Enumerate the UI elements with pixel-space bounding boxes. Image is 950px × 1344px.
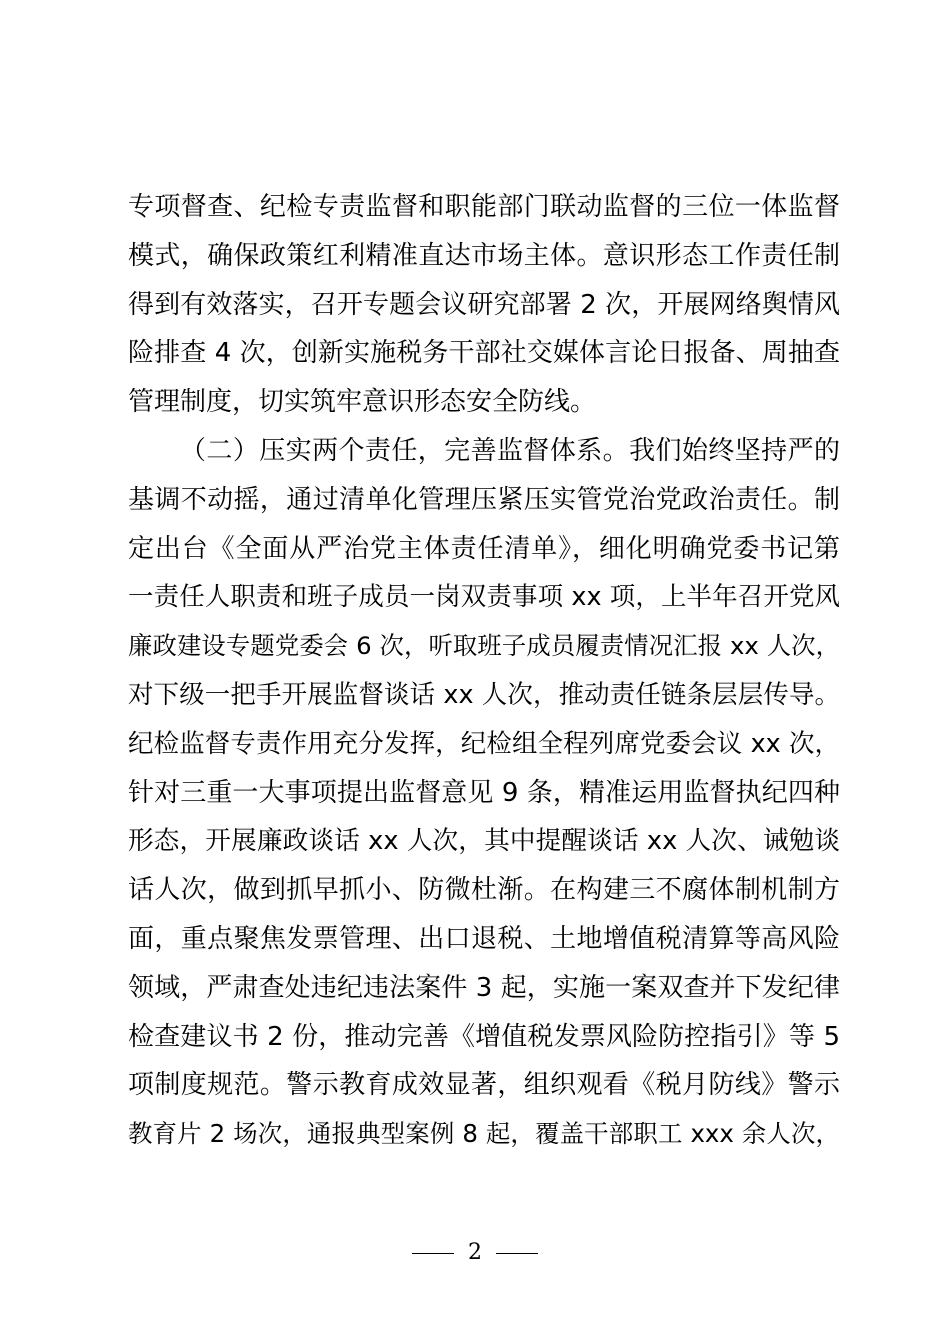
text-line: 模式，确保政策红利精准直达市场主体。意识形态工作责任制 [128, 240, 840, 271]
text-line: 形态，开展廉政谈话 xx 人次，其中提醒谈话 xx 人次、诫勉谈 [128, 826, 840, 857]
text-line: 管理制度，切实筑牢意识形态安全防线。 [128, 387, 597, 418]
text-line: 领域，严肃查处违纪违法案件 3 起，实施一案双查并下发纪律 [128, 972, 840, 1003]
text-line: 定出台《全面从严治党主体责任清单》，细化明确党委书记第 [128, 533, 840, 564]
text-line: 话人次，做到抓早抓小、防微杜渐。在构建三不腐体制机制方 [128, 875, 840, 906]
text-line: 检查建议书 2 份，推动完善《增值税发票风险防控指引》等 5 [128, 1021, 840, 1052]
text-line: 纪检监督专责作用充分发挥，纪检组全程列席党委会议 xx 次， [128, 728, 840, 759]
page-number: 2 [468, 1240, 482, 1265]
page-footer [0, 1238, 950, 1268]
text-line: 针对三重一大事项提出监督意见 9 条，精准运用监督执纪四种 [128, 777, 840, 808]
text-line: 项制度规范。警示教育成效显著，组织观看《税月防线》警示 [128, 1070, 840, 1101]
footer-dash-right [496, 1253, 538, 1254]
body-text [128, 183, 840, 1159]
text-line: 廉政建设专题党委会 6 次，听取班子成员履责情况汇报 xx 人次， [128, 631, 840, 661]
text-line: 一责任人职责和班子成员一岗双责事项 xx 项，上半年召开党风 [128, 582, 840, 613]
text-line: 险排查 4 次，创新实施税务干部社交媒体言论日报备、周抽查 [128, 338, 840, 369]
text-line: 得到有效落实，召开专题会议研究部署 2 次，开展网络舆情风 [128, 289, 840, 320]
text-line: （二）压实两个责任，完善监督体系。我们始终坚持严的 [180, 435, 840, 466]
text-line: 对下级一把手开展监督谈话 xx 人次，推动责任链条层层传导。 [128, 679, 840, 710]
text-line: 基调不动摇，通过清单化管理压紧压实管党治党政治责任。制 [128, 484, 840, 515]
text-line: 专项督查、纪检专责监督和职能部门联动监督的三位一体监督 [128, 192, 840, 222]
text-line: 教育片 2 场次，通报典型案例 8 起，覆盖干部职工 xxx 余人次， [128, 1119, 840, 1149]
text-line: 面，重点聚焦发票管理、出口退税、土地增值税清算等高风险 [128, 923, 840, 954]
footer-dash-left [412, 1253, 454, 1254]
